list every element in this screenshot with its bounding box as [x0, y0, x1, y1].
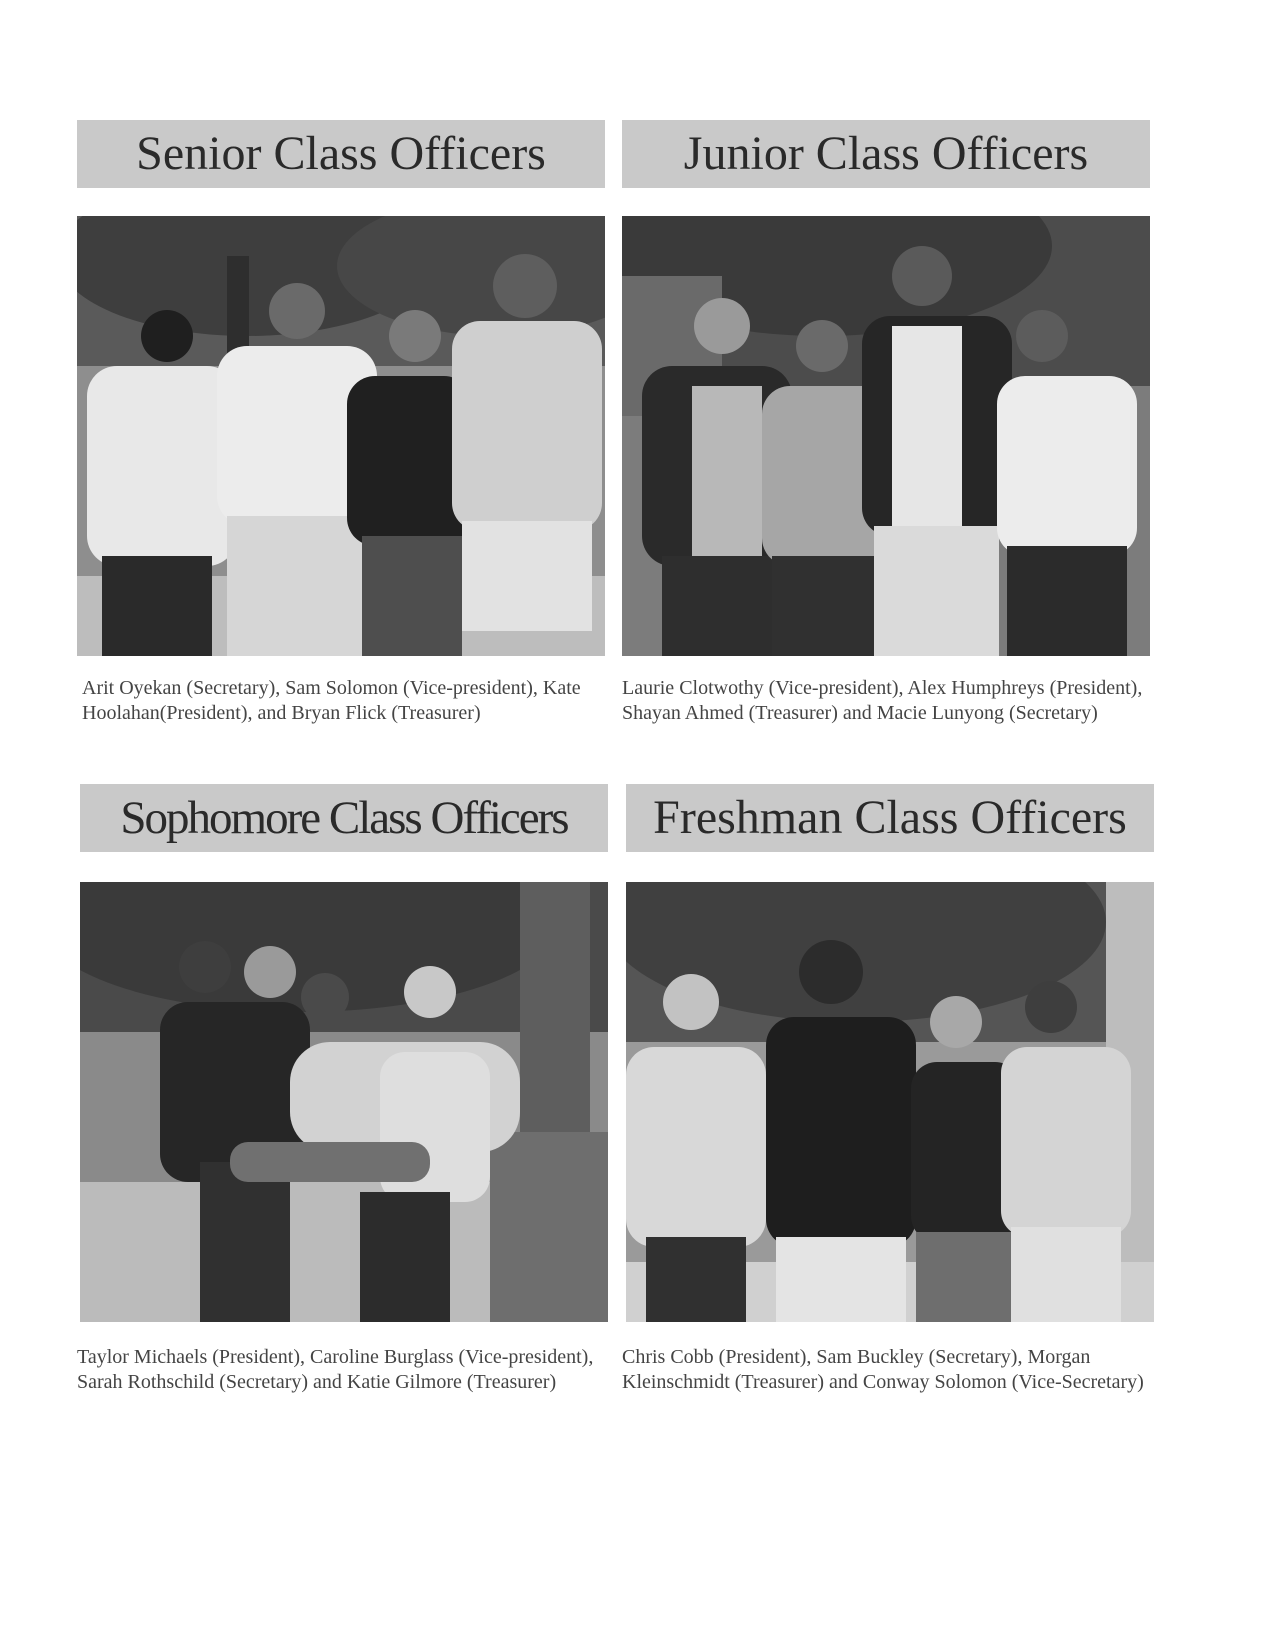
- sophomore-caption: Taylor Michaels (President), Caroline Burglass (Vice-president), Sarah Rothschild (Secretary) and Katie Gilmore (Treasurer): [77, 1346, 594, 1393]
- freshman-heading: Freshman Class Officers: [626, 784, 1154, 852]
- senior-heading: Senior Class Officers: [77, 120, 605, 188]
- junior-heading: Junior Class Officers: [622, 120, 1150, 188]
- senior-caption: Arit Oyekan (Secretary), Sam Solomon (Vice-president), Kate Hoolahan(President), and Bryan Flick (Treasurer): [82, 677, 581, 724]
- freshman-officers-photo: [626, 882, 1154, 1322]
- junior-officers-photo: [622, 216, 1150, 656]
- senior-officers-photo: [77, 216, 605, 656]
- junior-caption: Laurie Clotwothy (Vice-president), Alex Humphreys (President), Shayan Ahmed (Treasurer) and Macie Lunyong (Secretary): [622, 677, 1143, 724]
- sophomore-heading: Sophomore Class Officers: [80, 784, 608, 852]
- freshman-caption: Chris Cobb (President), Sam Buckley (Secretary), Morgan Kleinschmidt (Treasurer) and Conway Solomon (Vice-Secretary): [622, 1346, 1144, 1393]
- sophomore-officers-photo: [80, 882, 608, 1322]
